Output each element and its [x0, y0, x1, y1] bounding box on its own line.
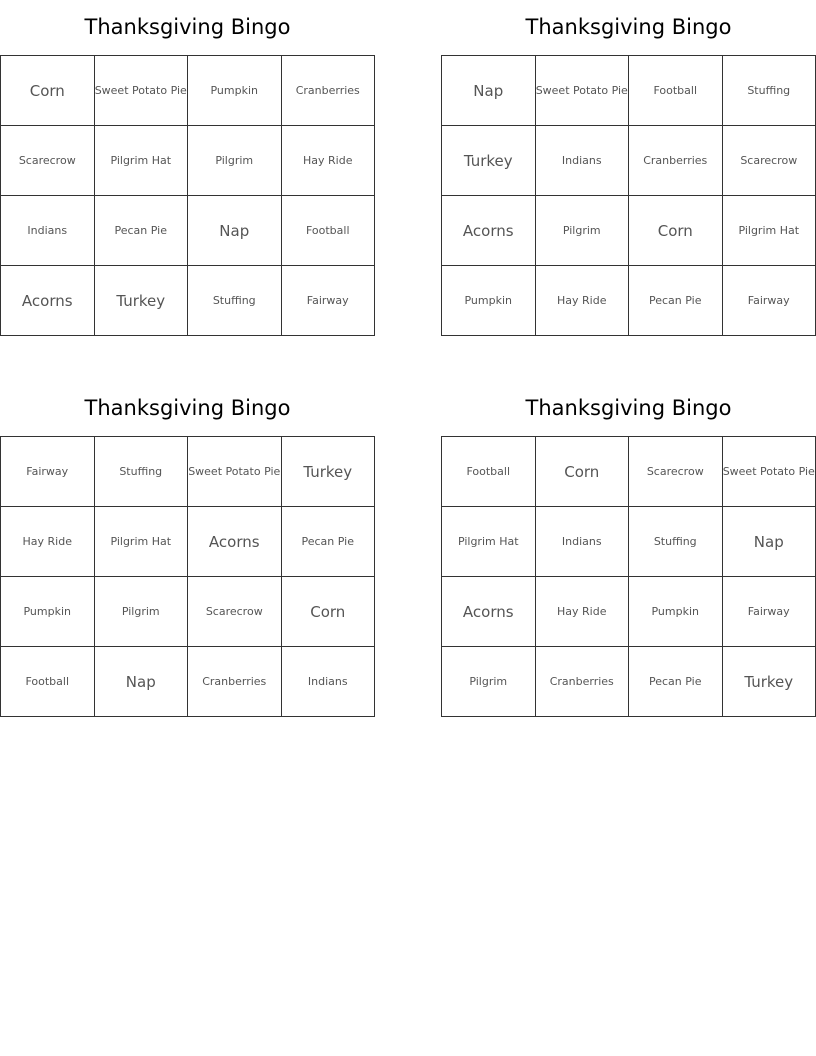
bingo-card-4: [441, 381, 816, 717]
bingo-cell: Cranberries: [536, 647, 630, 717]
bingo-cell: Fairway: [723, 266, 816, 336]
bingo-cell: Pumpkin: [188, 56, 282, 126]
bingo-cell: Corn: [629, 196, 723, 266]
bingo-cell: Hay Ride: [536, 266, 630, 336]
bingo-cell: Pumpkin: [1, 577, 95, 647]
bingo-cell: Sweet Potato Pie: [188, 437, 282, 507]
bingo-card-1: [0, 0, 375, 336]
bingo-cell: Indians: [536, 507, 630, 577]
bingo-cell: Nap: [95, 647, 189, 717]
bingo-cell: Football: [1, 647, 95, 717]
bingo-cell: Sweet Potato Pie: [536, 56, 630, 126]
bingo-grid: [441, 55, 816, 336]
bingo-cell: Pilgrim Hat: [723, 196, 816, 266]
bingo-cell: Pecan Pie: [629, 647, 723, 717]
bingo-cell: Corn: [1, 56, 95, 126]
bingo-cell: Corn: [282, 577, 376, 647]
bingo-cell: Football: [282, 196, 376, 266]
bingo-cell: Sweet Potato Pie: [723, 437, 816, 507]
bingo-cell: Acorns: [1, 266, 95, 336]
bingo-cell: Pilgrim: [536, 196, 630, 266]
bingo-cell: Stuffing: [629, 507, 723, 577]
bingo-cell: Football: [442, 437, 536, 507]
bingo-cell: Stuffing: [188, 266, 282, 336]
bingo-cell: Pecan Pie: [629, 266, 723, 336]
bingo-cell: Pumpkin: [442, 266, 536, 336]
bingo-grid: [0, 436, 375, 717]
bingo-cell: Pilgrim Hat: [442, 507, 536, 577]
bingo-cell: Nap: [188, 196, 282, 266]
bingo-cell: Pecan Pie: [95, 196, 189, 266]
bingo-cell: Scarecrow: [629, 437, 723, 507]
bingo-cell: Pecan Pie: [282, 507, 376, 577]
bingo-cell: Nap: [723, 507, 816, 577]
bingo-cell: Scarecrow: [1, 126, 95, 196]
bingo-card-3: [0, 381, 375, 717]
bingo-cell: Fairway: [1, 437, 95, 507]
bingo-cell: Pumpkin: [629, 577, 723, 647]
bingo-cell: Fairway: [282, 266, 376, 336]
bingo-cell: Sweet Potato Pie: [95, 56, 189, 126]
bingo-cell: Stuffing: [95, 437, 189, 507]
card-title: Thanksgiving Bingo: [84, 15, 291, 39]
bingo-cell: Pilgrim: [95, 577, 189, 647]
bingo-cell: Pilgrim Hat: [95, 126, 189, 196]
bingo-cell: Turkey: [95, 266, 189, 336]
bingo-cell: Scarecrow: [188, 577, 282, 647]
bingo-cell: Cranberries: [282, 56, 376, 126]
bingo-cell: Indians: [282, 647, 376, 717]
bingo-cell: Acorns: [442, 577, 536, 647]
bingo-cell: Cranberries: [188, 647, 282, 717]
bingo-cell: Hay Ride: [536, 577, 630, 647]
bingo-cell: Cranberries: [629, 126, 723, 196]
bingo-cell: Fairway: [723, 577, 816, 647]
bingo-cell: Turkey: [723, 647, 816, 717]
bingo-cell: Pilgrim Hat: [95, 507, 189, 577]
card-title: Thanksgiving Bingo: [84, 396, 291, 420]
bingo-cell: Corn: [536, 437, 630, 507]
bingo-card-2: [441, 0, 816, 336]
bingo-cell: Pilgrim: [188, 126, 282, 196]
bingo-cell: Hay Ride: [1, 507, 95, 577]
bingo-cell: Pilgrim: [442, 647, 536, 717]
bingo-cell: Hay Ride: [282, 126, 376, 196]
bingo-cell: Nap: [442, 56, 536, 126]
bingo-cell: Indians: [536, 126, 630, 196]
bingo-cell: Indians: [1, 196, 95, 266]
bingo-grid: [441, 436, 816, 717]
bingo-cell: Scarecrow: [723, 126, 816, 196]
bingo-cell: Football: [629, 56, 723, 126]
bingo-cell: Acorns: [188, 507, 282, 577]
card-title: Thanksgiving Bingo: [525, 15, 732, 39]
bingo-cell: Turkey: [282, 437, 376, 507]
bingo-cell: Turkey: [442, 126, 536, 196]
bingo-cell: Acorns: [442, 196, 536, 266]
bingo-grid: [0, 55, 375, 336]
card-title: Thanksgiving Bingo: [525, 396, 732, 420]
bingo-cell: Stuffing: [723, 56, 816, 126]
